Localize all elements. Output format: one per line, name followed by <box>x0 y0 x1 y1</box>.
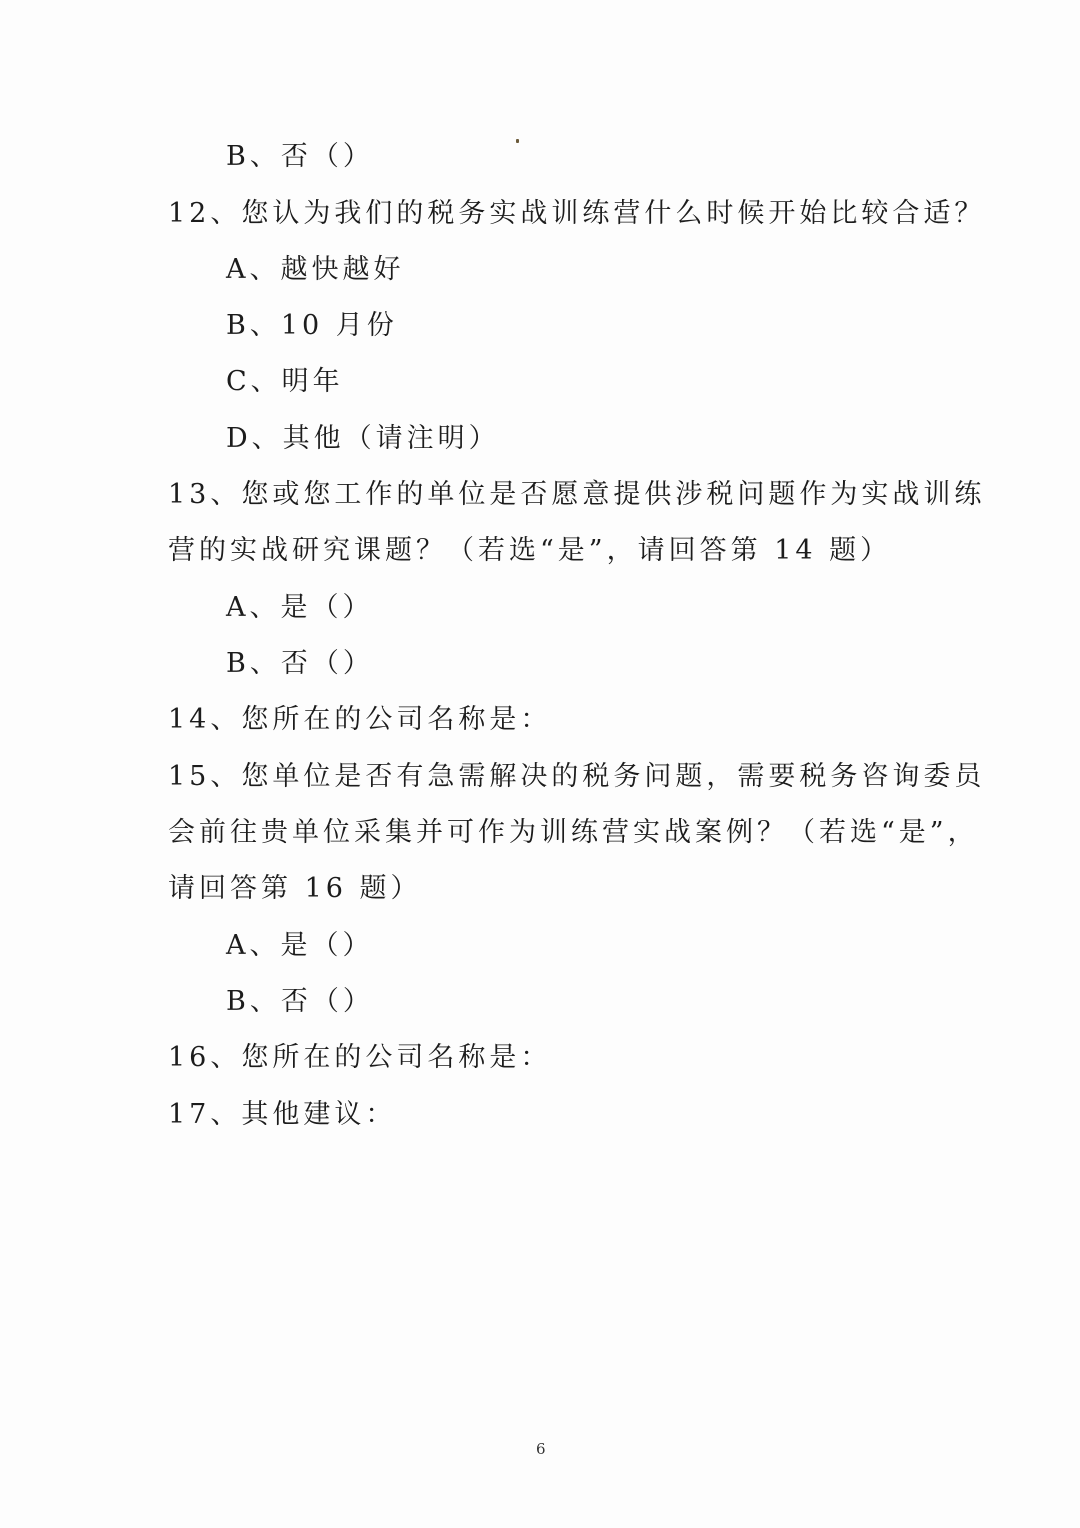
question-15-line-3: 请回答第 16 题） <box>168 873 422 904</box>
question-17: 17、其他建议： <box>168 1099 397 1130</box>
question-14: 14、您所在的公司名称是： <box>168 704 552 735</box>
q12-option-a: A、越快越好 <box>226 254 405 285</box>
page-number: 6 <box>536 1440 546 1458</box>
q15-option-b: B、否（） <box>226 986 374 1017</box>
question-15-line-2: 会前往贵单位采集并可作为训练营实战案例？（若选“是”， <box>168 817 979 848</box>
question-13-line-2: 营的实战研究课题？（若选“是”，请回答第 14 题） <box>168 535 892 566</box>
q12-option-c: C、明年 <box>226 366 344 397</box>
q13-option-b: B、否（） <box>226 648 374 679</box>
question-15-line-1: 15、您单位是否有急需解决的税务问题，需要税务咨询委员 <box>168 761 986 792</box>
question-13-line-1: 13、您或您工作的单位是否愿意提供涉税问题作为实战训练 <box>168 479 986 510</box>
question-12: 12、您认为我们的税务实战训练营什么时候开始比较合适？ <box>168 198 986 229</box>
q15-option-a: A、是（） <box>226 930 374 961</box>
q12-option-d: D、其他（请注明） <box>226 423 500 454</box>
scan-speck <box>516 139 519 143</box>
question-16: 16、您所在的公司名称是： <box>168 1042 552 1073</box>
q12-option-b: B、10 月份 <box>226 310 398 341</box>
q13-option-a: A、是（） <box>226 592 374 623</box>
q11-option-b: B、否（） <box>226 141 374 172</box>
